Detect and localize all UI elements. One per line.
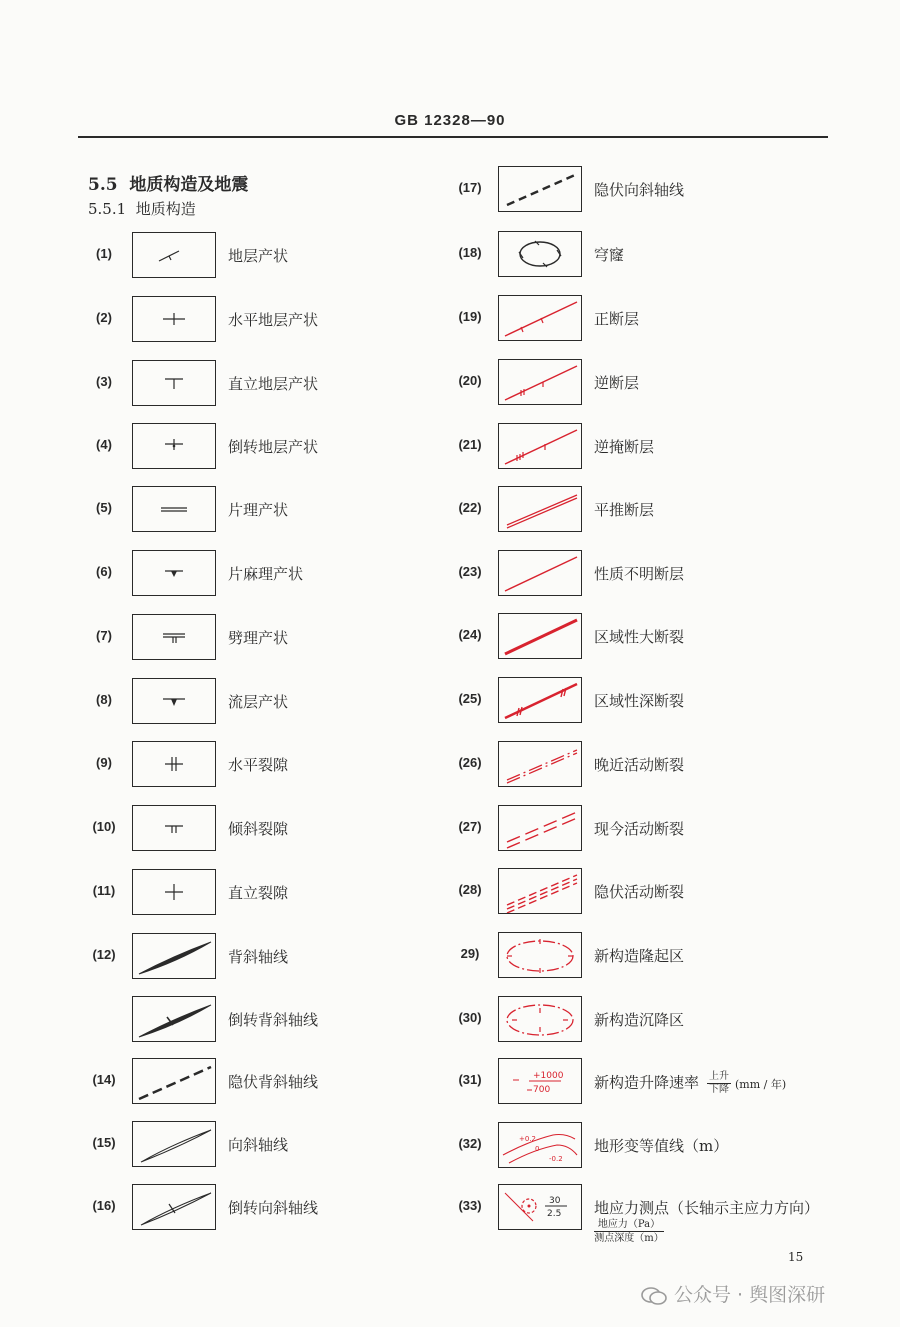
left-symbol-5 [133, 551, 215, 595]
label-text: 水平裂隙 [228, 756, 289, 774]
legend-label [228, 818, 288, 839]
legend-label [228, 1197, 318, 1218]
label-text: 向斜轴线 [228, 1136, 289, 1154]
legend-label [228, 1071, 318, 1092]
legend-label [594, 1071, 786, 1096]
watermark [640, 1280, 825, 1307]
legend-label [594, 436, 654, 457]
left-symbol-15 [133, 1185, 215, 1229]
left-symbol-3 [133, 424, 215, 468]
legend-label [228, 882, 288, 903]
right-symbol-12 [499, 933, 581, 977]
legend-symbol [132, 232, 216, 278]
item-number: (28) [458, 882, 482, 897]
legend-symbol [132, 1058, 216, 1104]
right-symbol-15 [499, 1123, 581, 1167]
right-symbol-13 [499, 997, 581, 1041]
legend-label [594, 818, 684, 839]
legend-symbol [132, 1184, 216, 1230]
legend-symbol [498, 805, 582, 851]
legend-label [594, 690, 684, 711]
legend-symbol [498, 613, 582, 659]
legend-label [228, 754, 288, 775]
right-symbol-6 [499, 551, 581, 595]
legend-label [594, 308, 639, 329]
label-text: 逆断层 [594, 374, 640, 392]
label-text: 倒转地层产状 [228, 438, 319, 456]
label-text: 直立地层产状 [228, 375, 319, 393]
left-symbol-6 [133, 615, 215, 659]
label-text: 倒转向斜轴线 [228, 1199, 319, 1217]
right-symbol-10 [499, 806, 581, 850]
right-symbol-11 [499, 869, 581, 913]
right-symbol-9 [499, 742, 581, 786]
left-symbol-1 [133, 297, 215, 341]
fraction-numerator: 地应力（Pa） [594, 1218, 664, 1232]
left-symbol-10 [133, 870, 215, 914]
item-number: (32) [458, 1136, 482, 1151]
legend-label [228, 563, 303, 584]
item-number: (25) [458, 691, 482, 706]
legend-symbol [498, 1058, 582, 1104]
legend-symbol [498, 677, 582, 723]
depth-value: 2.5 [547, 1209, 562, 1219]
page-header: GB 12328—90 [394, 112, 506, 129]
legend-symbol [498, 486, 582, 532]
label-text: 新构造隆起区 [594, 947, 685, 965]
legend-label [228, 627, 288, 648]
item-number: (27) [458, 819, 482, 834]
left-symbol-4 [133, 487, 215, 531]
legend-symbol [132, 933, 216, 979]
contour-label-b: 0 [535, 1145, 540, 1153]
section-heading [88, 170, 248, 195]
legend-label [228, 499, 288, 520]
subsection-title: 地质构造 [135, 200, 196, 218]
label-text: 水平地层产状 [228, 311, 319, 329]
legend-label [594, 372, 639, 393]
label-text: 新构造沉降区 [594, 1011, 685, 1029]
legend-label [594, 1009, 684, 1030]
section-title: 地质构造及地震 [129, 175, 249, 195]
legend-label [228, 245, 288, 266]
item-number: (14) [92, 1072, 116, 1087]
label-text: 平推断层 [594, 501, 655, 519]
legend-label [228, 309, 318, 330]
left-symbol-9 [133, 806, 215, 850]
item-number: (21) [458, 437, 482, 452]
page-number: 15 [788, 1250, 804, 1264]
right-symbol-14 [499, 1059, 581, 1103]
legend-label [228, 436, 318, 457]
label-text: 区域性深断裂 [594, 692, 685, 710]
legend-label [228, 1134, 288, 1155]
item-number: (19) [458, 309, 482, 324]
legend-label [594, 881, 684, 902]
label-text: 地层产状 [228, 247, 289, 265]
left-symbol-8 [133, 742, 215, 786]
item-number: (7) [96, 628, 112, 643]
contour-label-a: +0.2 [519, 1135, 536, 1143]
left-symbol-2 [133, 361, 215, 405]
label-text: 倾斜裂隙 [228, 820, 289, 838]
left-symbol-0 [133, 233, 215, 277]
legend-symbol [132, 614, 216, 660]
label-text: 新构造升降速率 [594, 1073, 700, 1092]
item-number: (3) [96, 374, 112, 389]
item-number: (16) [92, 1198, 116, 1213]
legend-label [594, 179, 684, 200]
legend-symbol [498, 231, 582, 277]
legend-symbol [498, 423, 582, 469]
right-symbol-1 [499, 232, 581, 276]
legend-symbol [132, 869, 216, 915]
legend-symbol [498, 166, 582, 212]
item-number: (17) [458, 180, 482, 195]
left-symbol-12 [133, 997, 215, 1041]
legend-label [228, 946, 288, 967]
watermark-text: 公众号 · 舆图深研 [674, 1284, 826, 1306]
item-number: (15) [92, 1135, 116, 1150]
legend-label [594, 754, 684, 775]
item-number: (11) [92, 883, 116, 898]
legend-label [594, 499, 654, 520]
item-number: (10) [92, 819, 116, 834]
section-number: 5.5 [88, 175, 118, 195]
legend-symbol [132, 805, 216, 851]
legend-symbol [132, 550, 216, 596]
rate-up-value: +1000 [533, 1071, 564, 1081]
label-text: 劈理产状 [228, 629, 289, 647]
label-text: 性质不明断层 [594, 565, 685, 583]
label-text: 片麻理产状 [228, 565, 304, 583]
legend-label [228, 1009, 318, 1030]
legend-symbol [498, 359, 582, 405]
item-number: (18) [458, 245, 482, 260]
item-number: (31) [458, 1072, 482, 1087]
label-text: 地形变等值线（m） [594, 1137, 729, 1155]
legend-symbol [132, 423, 216, 469]
legend-label [228, 691, 288, 712]
left-symbol-14 [133, 1122, 215, 1166]
item-number: (24) [458, 627, 482, 642]
item-number: (22) [458, 500, 482, 515]
right-symbol-8 [499, 678, 581, 722]
stress-value: 30 [549, 1196, 561, 1206]
legend-label [228, 373, 318, 394]
item-number: (2) [96, 310, 112, 325]
item-number: (12) [92, 947, 116, 962]
label-text: 隐伏向斜轴线 [594, 181, 685, 199]
item-number: (9) [96, 755, 112, 770]
legend-symbol [498, 741, 582, 787]
contour-label-c: -0.2 [549, 1155, 563, 1163]
rate-down-value: 700 [533, 1085, 551, 1095]
label-text: 逆掩断层 [594, 438, 655, 456]
right-symbol-7 [499, 614, 581, 658]
legend-label [594, 1197, 819, 1218]
legend-symbol [132, 678, 216, 724]
item-number: (8) [96, 692, 112, 707]
legend-label [594, 563, 684, 584]
legend-symbol [498, 996, 582, 1042]
item-number: (23) [458, 564, 482, 579]
label-text: 晚近活动断裂 [594, 756, 685, 774]
label-text: 区域性大断裂 [594, 628, 685, 646]
right-symbol-5 [499, 487, 581, 531]
right-symbol-16 [499, 1185, 581, 1229]
item-number: (1) [96, 246, 112, 261]
legend-symbol [498, 1184, 582, 1230]
legend-label [594, 1135, 728, 1156]
legend-symbol [498, 868, 582, 914]
left-symbol-11 [133, 934, 215, 978]
right-symbol-2 [499, 296, 581, 340]
subsection-heading [88, 198, 196, 219]
stress-fraction [594, 1218, 664, 1245]
item-number: (6) [96, 564, 112, 579]
legend-symbol [132, 1121, 216, 1167]
item-number: (5) [96, 500, 112, 515]
header-rule [78, 136, 828, 138]
subsection-number: 5.5.1 [88, 200, 127, 218]
legend-symbol [498, 550, 582, 596]
label-text: 地应力测点（长轴示主应力方向） [594, 1199, 820, 1217]
rate-unit: (mm / 年) [735, 1077, 787, 1091]
label-text: 正断层 [594, 310, 640, 328]
right-symbol-3 [499, 360, 581, 404]
item-number: (33) [458, 1198, 482, 1213]
label-text: 倒转背斜轴线 [228, 1011, 319, 1029]
item-number: (26) [458, 755, 482, 770]
wechat-icon [640, 1286, 668, 1306]
legend-label [594, 244, 624, 265]
label-text: 流层产状 [228, 693, 289, 711]
legend-symbol [498, 932, 582, 978]
label-text: 穹窿 [594, 246, 625, 264]
label-text: 隐伏背斜轴线 [228, 1073, 319, 1091]
fraction-numerator: 上升 [709, 1071, 730, 1082]
label-text: 直立裂隙 [228, 884, 289, 902]
item-number: (4) [96, 437, 112, 452]
right-symbol-0 [499, 167, 581, 211]
legend-symbol [132, 996, 216, 1042]
label-text: 片理产状 [228, 501, 289, 519]
right-symbol-4 [499, 424, 581, 468]
fraction-denominator: 测点深度（m） [594, 1233, 664, 1244]
left-symbol-7 [133, 679, 215, 723]
legend-label [594, 945, 684, 966]
legend-symbol [498, 1122, 582, 1168]
legend-symbol [132, 486, 216, 532]
item-number: (20) [458, 373, 482, 388]
fraction-denominator: 下降 [709, 1084, 730, 1095]
legend-label [594, 626, 684, 647]
legend-symbol [498, 295, 582, 341]
label-text: 背斜轴线 [228, 948, 289, 966]
item-number: (30) [458, 1010, 482, 1025]
legend-symbol [132, 741, 216, 787]
label-text: 隐伏活动断裂 [594, 883, 685, 901]
legend-symbol [132, 296, 216, 342]
legend-symbol [132, 360, 216, 406]
rate-fraction [707, 1071, 731, 1096]
left-symbol-13 [133, 1059, 215, 1103]
item-number: 29) [460, 946, 480, 961]
label-text: 现今活动断裂 [594, 820, 685, 838]
